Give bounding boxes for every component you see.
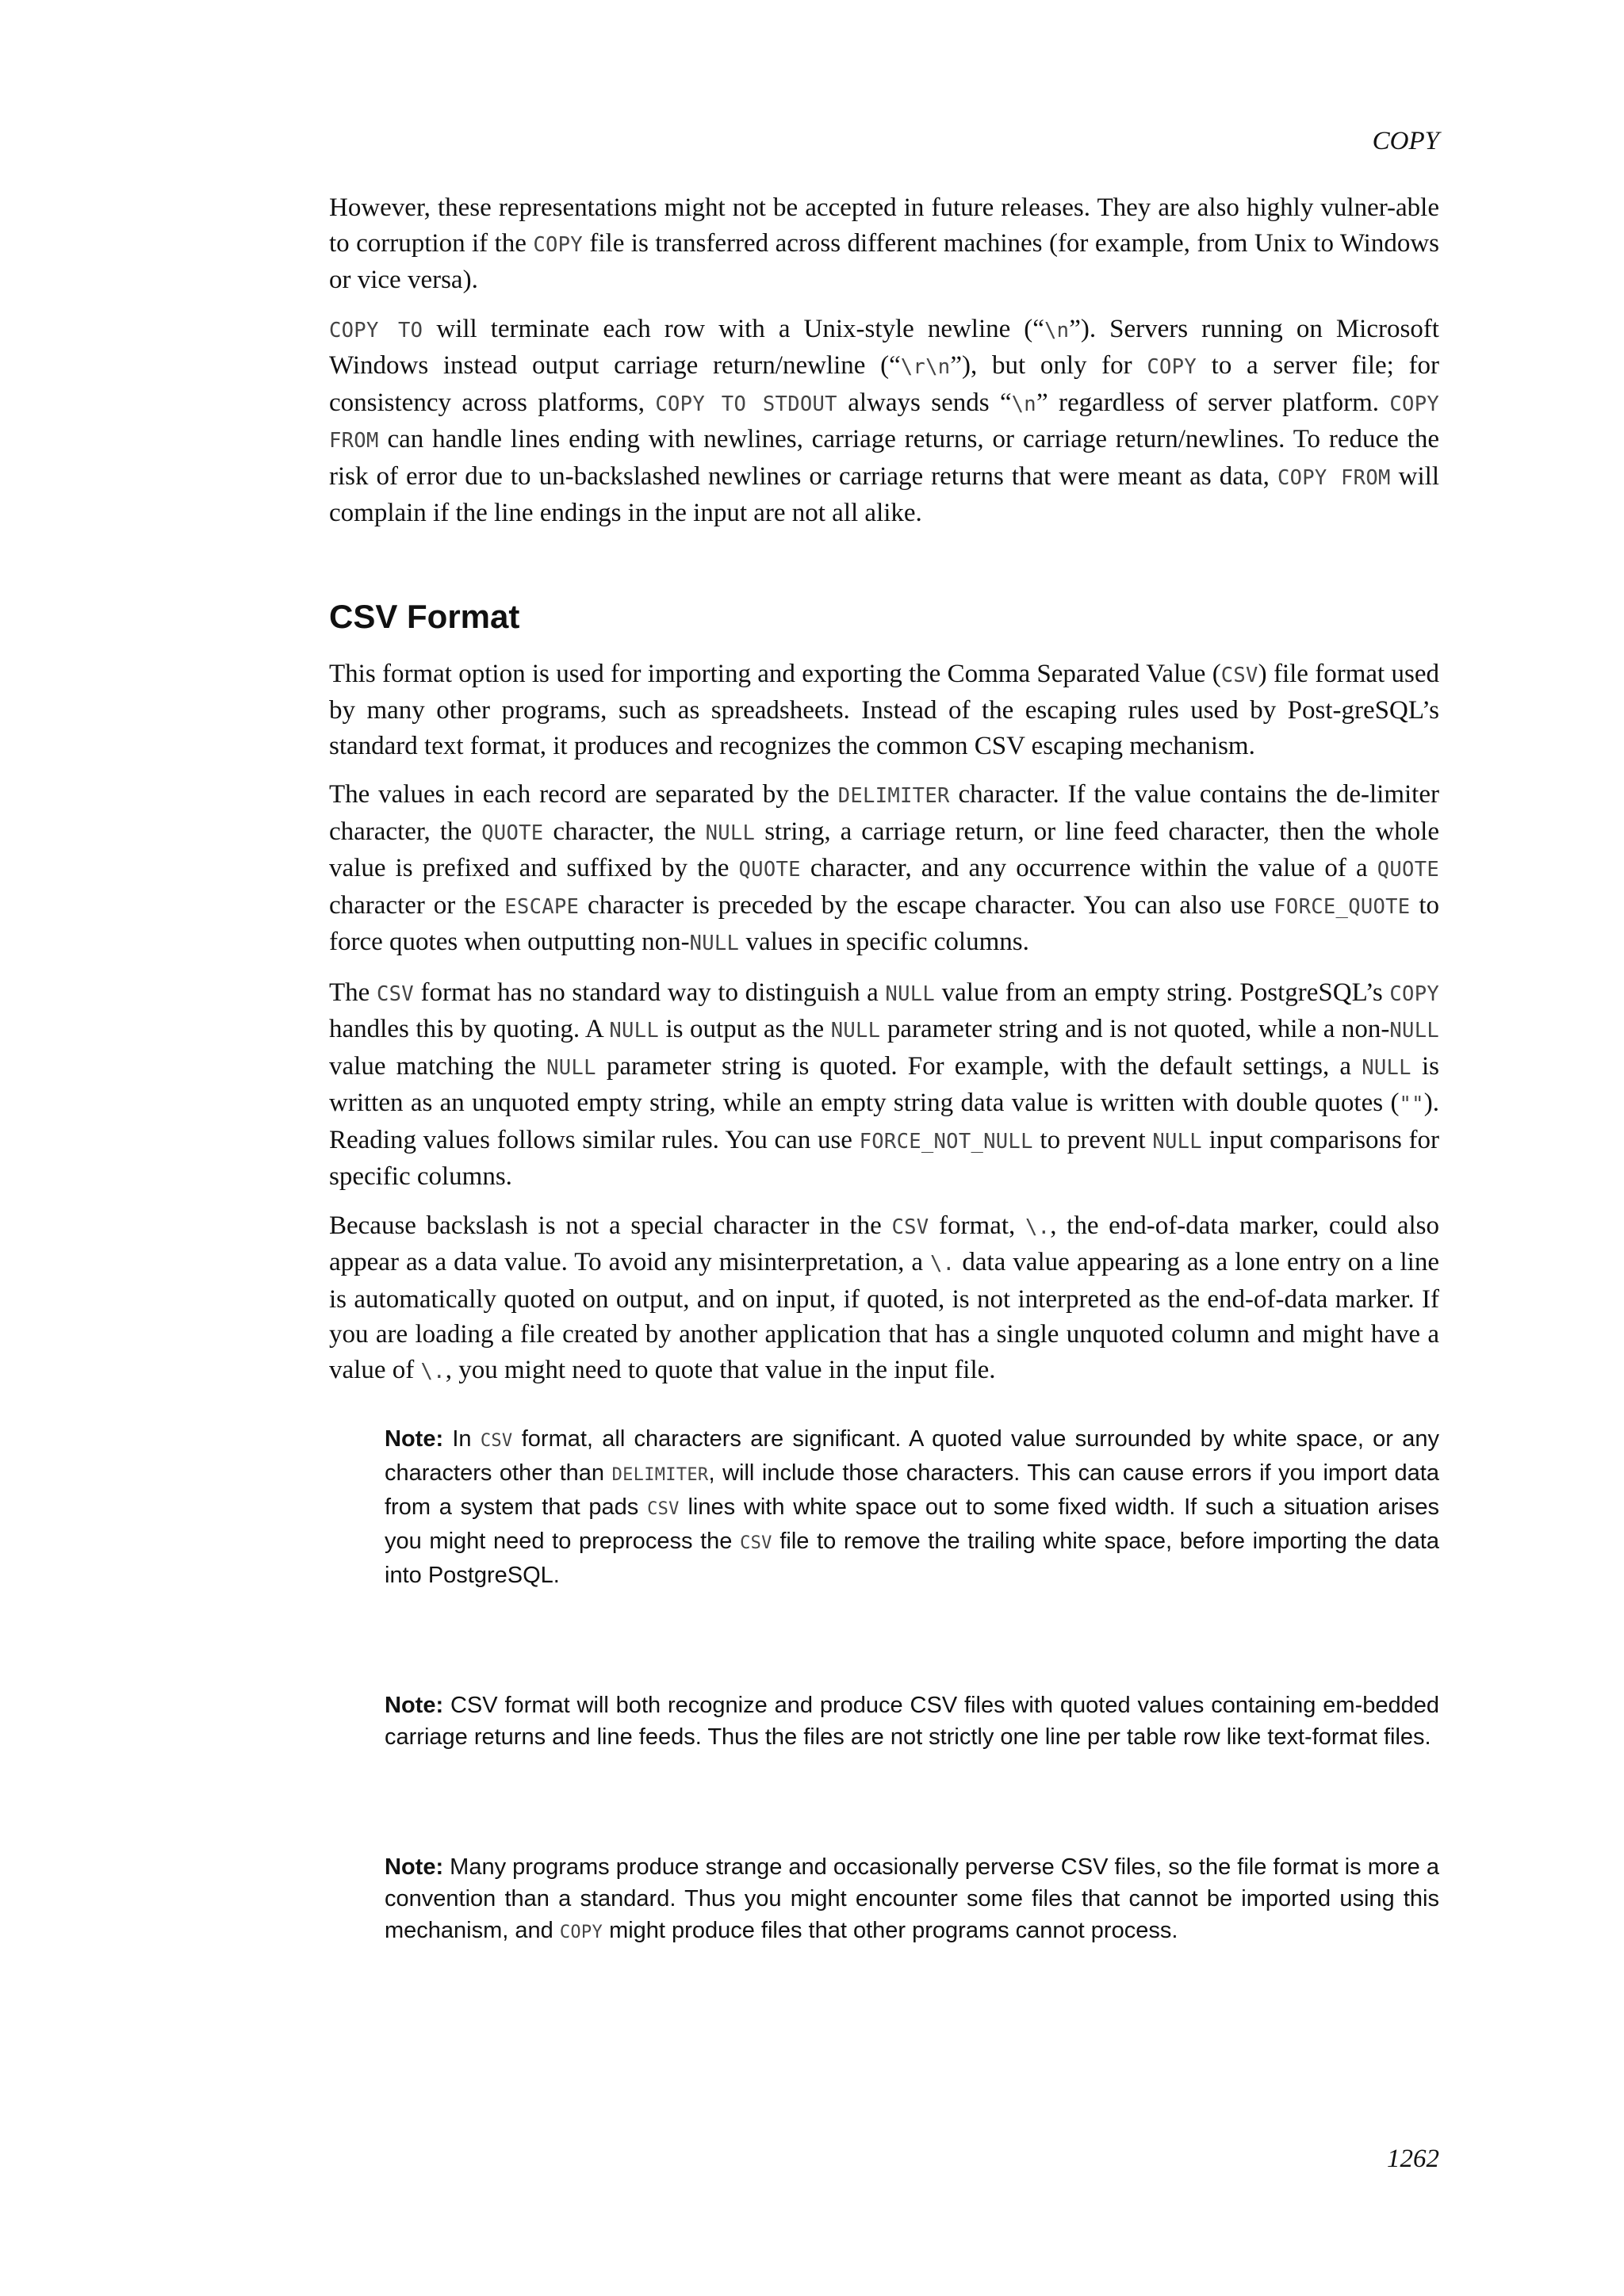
code-literal: CSV xyxy=(647,1499,680,1519)
note-label: Note: xyxy=(385,1426,444,1452)
text: lines with white space out to some fixed width. If such a situation arises you might need to preprocess the xyxy=(385,1494,1440,1554)
code-literal: QUOTE xyxy=(1377,858,1439,882)
code-literal: \r\n xyxy=(900,355,951,379)
code-literal: NULL xyxy=(1389,1019,1440,1043)
paragraph-csv-null-handling xyxy=(329,975,1439,1195)
code-literal: COPY xyxy=(1147,355,1197,379)
text: The xyxy=(329,978,377,1007)
text: ) file format used by many other programs, such as spreadsheets. Instead of the escaping rules used by Post-greSQL’s standard text format, it produces and recognizes the common CSV escaping mechanism. xyxy=(329,659,1439,760)
text: string, a carriage return, or line feed character, then the whole value is prefixed and suffixed by the xyxy=(329,817,1439,882)
paragraph-copy-to-newlines xyxy=(329,312,1439,531)
code-literal: FORCE_QUOTE xyxy=(1274,894,1411,919)
text: CSV format will both recognize and produce CSV files with quoted values containing em-bedded carriage returns and line feeds. Thus the files are not strictly one line per table row like text-format files. xyxy=(385,1693,1439,1750)
text: can handle lines ending with newlines, carriage returns, or carriage return/newlines. To reduce the risk of error due to un-backslashed newlines or carriage returns that were meant as data, xyxy=(329,425,1439,491)
note-label: Note: xyxy=(385,1854,444,1880)
page-content xyxy=(329,190,1439,1949)
code-literal: COPY FROM xyxy=(329,392,1440,453)
text: ” regardless of server platform. xyxy=(1036,388,1390,417)
code-literal: NULL xyxy=(609,1019,659,1043)
text: , you might need to quote that value in the input file. xyxy=(445,1355,996,1384)
code-literal: COPY TO xyxy=(329,318,423,342)
page-number: 1262 xyxy=(1387,2145,1439,2173)
text: ”), but only for xyxy=(950,351,1147,380)
code-literal: CSV xyxy=(891,1215,929,1239)
text: always sends “ xyxy=(837,388,1012,417)
text: might produce files that other programs cannot process. xyxy=(603,1918,1178,1943)
code-literal: COPY TO STDOUT xyxy=(655,392,837,416)
code-literal: CSV xyxy=(1220,663,1258,687)
text: This format option is used for importing and exporting the Comma Separated Value ( xyxy=(329,659,1221,688)
text: Many programs produce strange and occasionally perverse CSV files, so the file format is more a convention than a standard. Thus you might encounter some files that cannot be imported using this mechanism, and xyxy=(385,1854,1439,1943)
code-literal: NULL xyxy=(1362,1055,1411,1080)
code-literal: COPY xyxy=(1389,982,1439,1006)
text: to a server file; for consistency across platforms, xyxy=(329,351,1439,417)
code-literal: QUOTE xyxy=(481,821,544,845)
text: The values in each record are separated by the xyxy=(329,780,838,809)
text: parameter string is quoted. For example, with the default settings, a xyxy=(596,1051,1362,1081)
code-literal: \. xyxy=(930,1252,956,1276)
text: value matching the xyxy=(329,1051,547,1081)
code-literal: NULL xyxy=(1152,1129,1202,1154)
paragraph-csv-delimiter xyxy=(329,777,1439,962)
text: parameter string and is not quoted, while a non- xyxy=(880,1015,1390,1043)
code-literal: CSV xyxy=(740,1533,772,1553)
code-literal: FORCE_NOT_NULL xyxy=(859,1129,1033,1154)
code-literal: \. xyxy=(1025,1215,1051,1239)
code-literal: NULL xyxy=(689,932,740,955)
code-literal: COPY FROM xyxy=(1277,465,1391,490)
text: Because backslash is not a special character in the xyxy=(329,1211,892,1240)
section-heading-csv-format: CSV Format xyxy=(329,597,520,635)
code-literal: DELIMITER xyxy=(611,1465,709,1485)
text: file to remove the trailing white space, before importing the data into PostgreSQL. xyxy=(385,1529,1439,1588)
text: to prevent xyxy=(1032,1125,1153,1154)
code-literal: QUOTE xyxy=(738,858,801,882)
text: character. If the value contains the de-limiter character, the xyxy=(329,780,1439,846)
text: ). Reading values follows similar rules. You can use xyxy=(329,1089,1439,1154)
text: is output as the xyxy=(658,1015,831,1043)
text: format has no standard way to distinguish a xyxy=(413,978,886,1007)
text: data value appearing as a lone entry on a line is automatically quoted on output, and on input, if quoted, is not interpreted as the end-of-data marker. If you are loading a file created by another application that has a single unquoted column and might have a value of xyxy=(329,1248,1439,1384)
text: ”). Servers running on Microsoft Windows instead output carriage return/newline (“ xyxy=(329,314,1439,380)
text: is written as an unquoted empty string, while an empty string data value is written with double quotes ( xyxy=(329,1051,1439,1117)
text: However, these representations might not be accepted in future releases. They are also highly vulner-able to corruption if the xyxy=(329,193,1439,258)
text: format, xyxy=(929,1211,1025,1240)
code-literal: COPY xyxy=(533,232,583,257)
text: character or the xyxy=(329,890,505,920)
text: In xyxy=(443,1426,481,1452)
code-literal: CSV xyxy=(376,982,414,1006)
code-literal: NULL xyxy=(830,1019,881,1043)
note-csv-embedded-newlines xyxy=(385,1689,1439,1753)
code-literal: \n xyxy=(1011,392,1036,416)
code-literal: CSV xyxy=(480,1431,513,1451)
paragraph-csv-end-of-data xyxy=(329,1208,1439,1390)
note-csv-convention xyxy=(385,1851,1439,1949)
text: format, all characters are significant. A quoted value surrounded by white space, or any characters other than xyxy=(385,1426,1439,1486)
text: values in specific columns. xyxy=(739,928,1029,956)
code-literal: "" xyxy=(1399,1093,1424,1116)
running-header-title: COPY xyxy=(1372,127,1439,155)
text: file is transferred across different machines (for example, from Unix to Windows or vice versa). xyxy=(329,228,1439,294)
text: , the end-of-data marker, could also appear as a data value. To avoid any misinterpretation, a xyxy=(329,1211,1440,1276)
text: value from an empty string. PostgreSQL’s xyxy=(935,978,1390,1007)
text: , will include those characters. This can cause errors if you import data from a system that pads xyxy=(385,1460,1439,1520)
text: will terminate each row with a Unix-style newline (“ xyxy=(423,314,1044,343)
note-label: Note: xyxy=(385,1693,444,1718)
paragraph-csv-intro xyxy=(329,656,1439,764)
code-literal: COPY xyxy=(559,1923,603,1942)
note-csv-significant-characters xyxy=(385,1423,1439,1591)
text: character, and any occurrence within the value of a xyxy=(800,854,1377,882)
code-literal: DELIMITER xyxy=(837,784,950,808)
code-literal: NULL xyxy=(546,1055,596,1080)
text: will complain if the line endings in the input are not all alike. xyxy=(329,461,1439,527)
code-literal: NULL xyxy=(705,821,756,845)
text: input comparisons for specific columns. xyxy=(329,1125,1440,1191)
code-literal: ESCAPE xyxy=(504,894,580,919)
paragraph-representations-warning xyxy=(329,190,1439,298)
text: handles this by quoting. A xyxy=(329,1015,610,1043)
code-literal: \n xyxy=(1044,318,1070,342)
text: character is preceded by the escape character. You can also use xyxy=(579,890,1274,920)
code-literal: NULL xyxy=(885,982,936,1006)
text: to force quotes when outputting non- xyxy=(329,890,1439,956)
text: character, the xyxy=(543,817,706,846)
code-literal: \. xyxy=(420,1359,446,1383)
